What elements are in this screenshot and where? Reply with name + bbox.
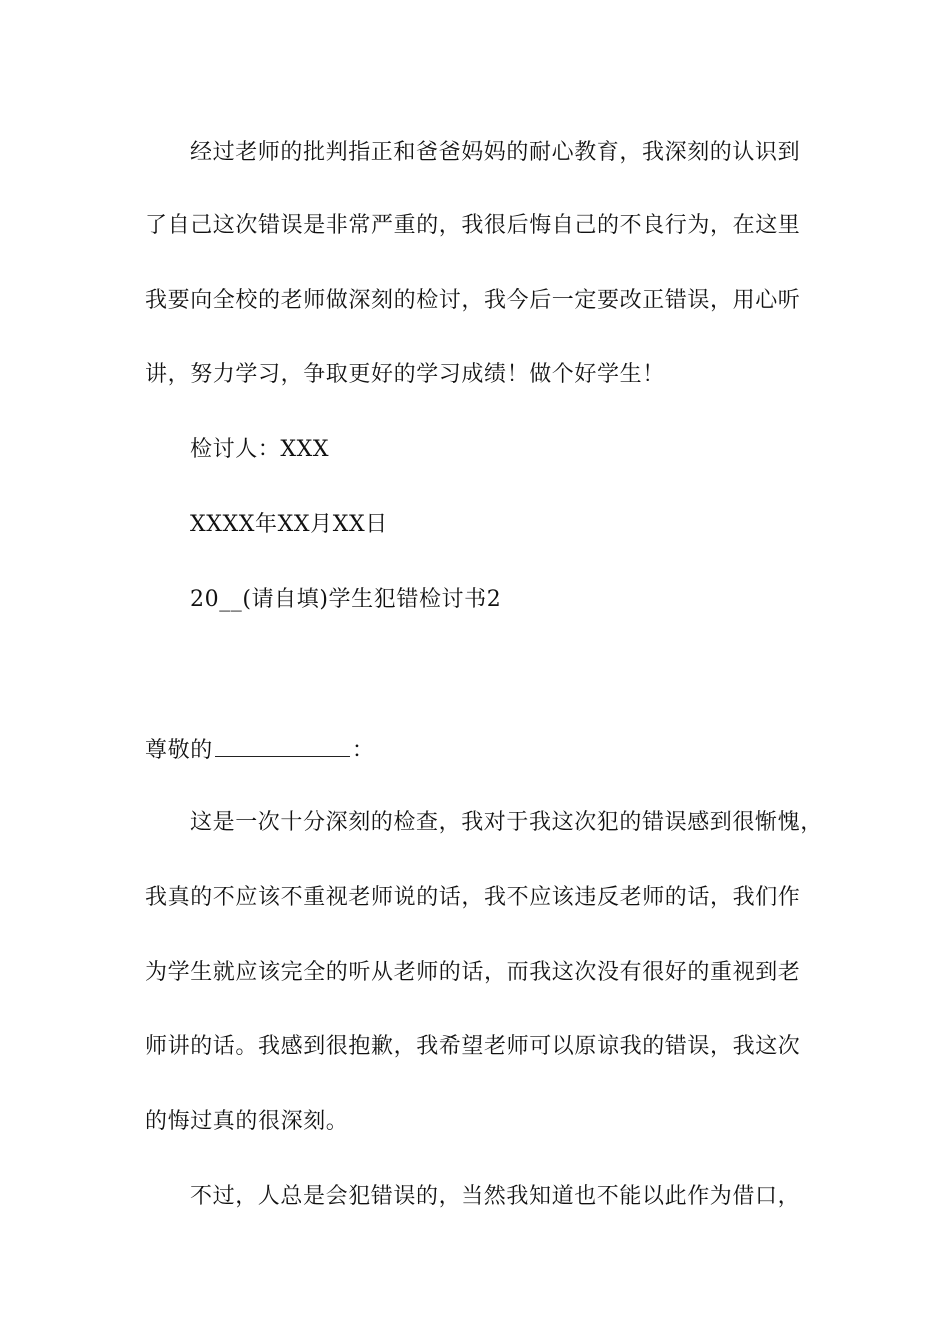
salutation-blank xyxy=(215,734,350,757)
section-title: 20__(请自填)学生犯错检讨书2 xyxy=(190,587,502,612)
signature-line: 检讨人：XXX xyxy=(190,437,330,462)
salutation xyxy=(145,734,374,766)
paragraph-2-line-1: 这是一次十分深刻的检查，我对于我这次犯的错误感到很惭愧， xyxy=(190,810,823,835)
date-line: XXXX年XX月XX日 xyxy=(190,512,388,537)
salutation-prefix: 尊敬的 xyxy=(145,738,213,763)
paragraph-2-line-4: 师讲的话。我感到很抱歉，我希望老师可以原谅我的错误，我这次 xyxy=(145,1034,801,1059)
paragraph-2-line-2: 我真的不应该不重视老师说的话，我不应该违反老师的话，我们作 xyxy=(145,885,801,910)
paragraph-3-line-1: 不过，人总是会犯错误的，当然我知道也不能以此作为借口， xyxy=(190,1184,801,1209)
paragraph-1-line-1: 经过老师的批判指正和爸爸妈妈的耐心教育，我深刻的认识到 xyxy=(190,140,801,165)
paragraph-1-line-4: 讲，努力学习，争取更好的学习成绩！做个好学生！ xyxy=(145,362,665,387)
paragraph-2-line-5: 的悔过真的很深刻。 xyxy=(145,1109,349,1134)
paragraph-1-line-3: 我要向全校的老师做深刻的检讨，我今后一定要改正错误，用心听 xyxy=(145,288,801,313)
salutation-suffix: ： xyxy=(351,738,375,763)
paragraph-1-line-2: 了自己这次错误是非常严重的，我很后悔自己的不良行为，在这里 xyxy=(145,213,801,238)
paragraph-2-line-3: 为学生就应该完全的听从老师的话，而我这次没有很好的重视到老 xyxy=(145,960,801,985)
